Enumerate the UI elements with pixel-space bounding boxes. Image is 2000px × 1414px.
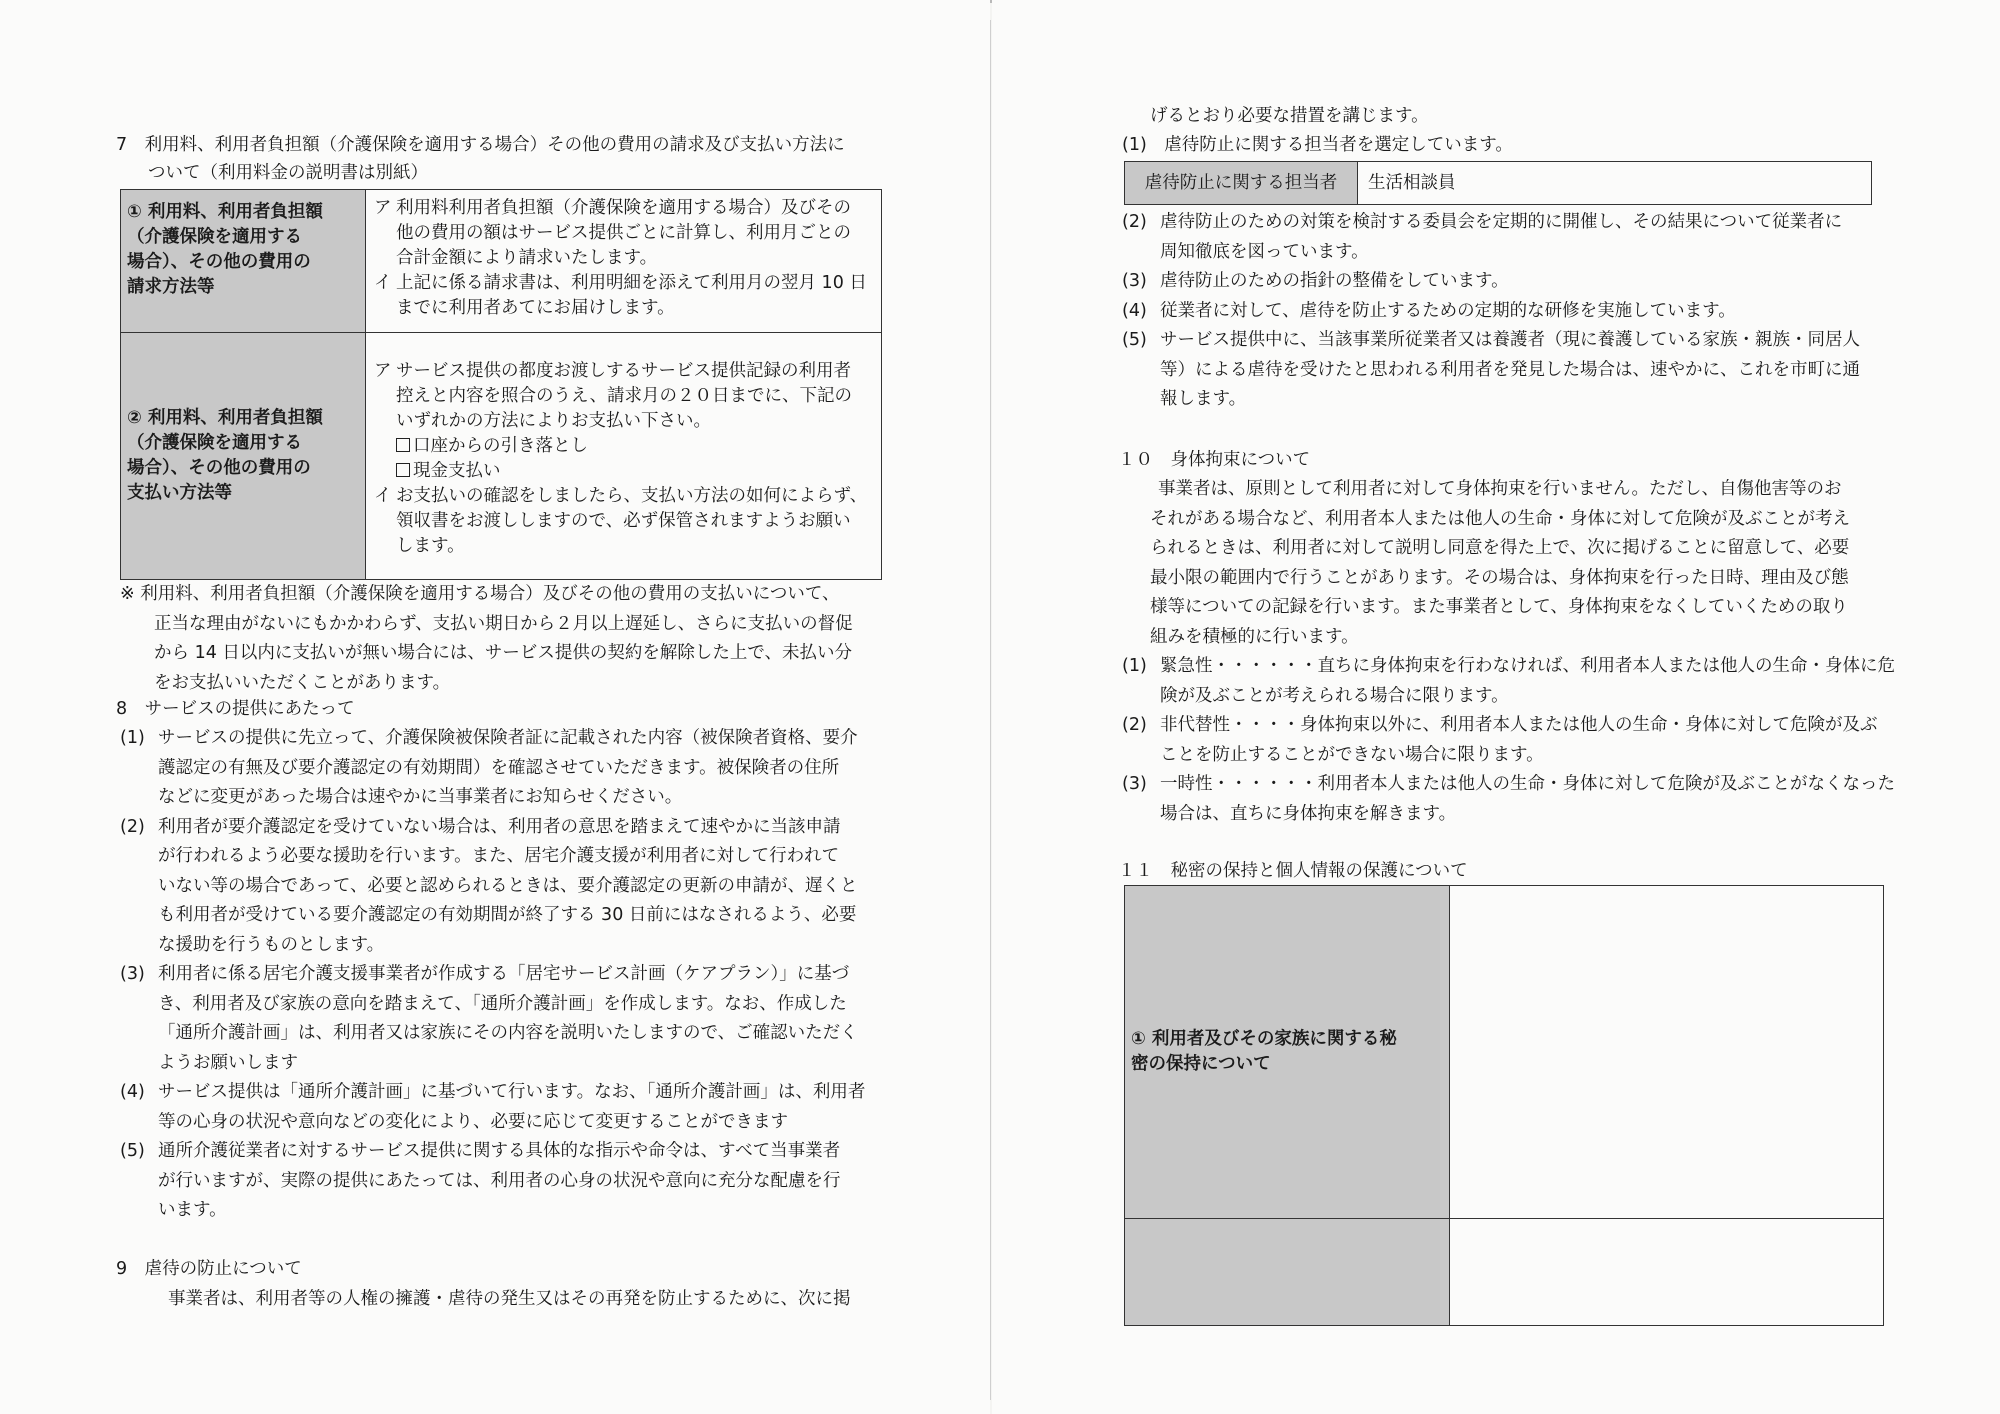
item-number: (5) — [120, 1141, 145, 1161]
section-11-title: １１ 秘密の保持と個人情報の保護について — [1118, 861, 1468, 881]
title-line: ② 利用料、利用者負担額 — [127, 408, 323, 428]
item-text — [1160, 326, 1860, 415]
paragraph-line: 最小限の範囲内で行うことがあります。その場合は、身体拘束を行った日時、理由及び態 — [1150, 567, 1849, 588]
item-line: が行いますが、実際の提供にあたっては、利用者の心身の状況や意向に充分な配慮を行 — [158, 1170, 841, 1191]
list-item — [374, 196, 873, 271]
section-10-title: １０ 身体拘束について — [1118, 450, 1311, 470]
section-10-paragraph — [1150, 475, 1850, 652]
item-line: が行われるよう必要な援助を行います。また、居宅介護支援が利用者に対して行われて — [158, 846, 840, 866]
officer-label: 虐待防止に関する担当者 — [1125, 162, 1358, 205]
item-number: (2) — [1122, 715, 1147, 735]
item-number: (1) — [120, 728, 145, 748]
item-line: サービス提供の都度お渡しするサービス提供記録の利用者 — [396, 361, 851, 381]
item-text — [396, 196, 873, 271]
title-line: ① 利用者及びその家族に関する秘 — [1131, 1029, 1397, 1049]
item-text — [1160, 770, 1895, 829]
item-line: します。 — [396, 536, 465, 556]
list-item — [1122, 297, 1860, 327]
item-line: ようお願いします — [158, 1052, 298, 1073]
item-number: (1) — [1122, 656, 1147, 676]
item-marker: ア — [374, 198, 392, 218]
confidentiality-row-header — [1125, 886, 1450, 1219]
payment-options — [374, 434, 873, 484]
privacy-row-body — [1450, 1219, 1884, 1326]
billing-row — [121, 190, 882, 333]
paragraph-line: 組みを積極的に行います。 — [1150, 626, 1359, 647]
item-number: (5) — [1122, 330, 1147, 350]
item-text — [158, 724, 865, 813]
item-line: 非代替性・・・・身体拘束以外に、利用者本人または他人の生命・身体に対して危険が及ぶ — [1160, 715, 1878, 735]
item-text — [396, 484, 873, 559]
item-line: も利用者が受けている要介護認定の有効期間が終了する 30 日前にはなされるよう、必要 — [158, 905, 857, 925]
list-item — [1122, 770, 1895, 829]
payment-row-header — [121, 333, 366, 580]
list-item — [374, 271, 873, 321]
item-line: いずれかの方法によりお支払い下さい。 — [396, 411, 711, 431]
item-text — [1160, 652, 1895, 711]
confidentiality-row-title — [1131, 1027, 1449, 1077]
payment-item-b — [374, 484, 873, 559]
item-line: 緊急性・・・・・・直ちに身体拘束を行わなければ、利用者本人または他人の生命・身体に危 — [1160, 656, 1895, 676]
list-item — [120, 1137, 865, 1226]
item-line: 「通所介護計画」は、利用者又は家族にその内容を説明いたしますので、ご確認いただく — [158, 1023, 858, 1043]
title-line: 場合）、その他の費用の — [127, 458, 311, 478]
option-cash: 現金支払い — [396, 459, 873, 484]
item-text — [158, 960, 865, 1078]
left-page — [0, 0, 990, 1414]
privacy-row — [1125, 1219, 1884, 1326]
item-line: な援助を行うものとします。 — [158, 934, 385, 955]
payment-row — [121, 333, 882, 580]
item-line: サービス提供は「通所介護計画」に基づいて行います。なお、「通所介護計画」は、利用者 — [158, 1082, 866, 1102]
item-line: 虐待防止のための対策を検討する委員会を定期的に開催し、その結果について従業者に — [1160, 212, 1843, 232]
section-9-title: 9 虐待の防止について — [116, 1259, 302, 1279]
title-line: 請求方法等 — [127, 277, 215, 297]
officer-value: 生活相談員 — [1358, 162, 1872, 205]
list-item — [120, 724, 865, 813]
item-line: 利用者に係る居宅介護支援事業者が作成する「居宅サービス計画（ケアプラン）」に基づ — [158, 964, 850, 984]
title-line: （介護保険を適用する — [127, 227, 302, 247]
item-line: 控えと内容を照合のうえ、請求月の２０日までに、下記の — [396, 386, 853, 406]
item-line: 険が及ぶことが考えられる場合に限ります。 — [1160, 685, 1509, 706]
item-line: 等）による虐待を受けたと思われる利用者を発見した場合は、速やかに、これを市町に通 — [1160, 359, 1860, 380]
item-line: 通所介護従業者に対するサービス提供に関する具体的な指示や命令は、すべて当事業者 — [158, 1141, 841, 1161]
item-line: き、利用者及び家族の意向を踏まえて、「通所介護計画」を作成します。なお、作成した — [158, 993, 847, 1014]
item-text — [1160, 297, 1860, 327]
abuse-prevention-officer-table — [1124, 161, 1872, 205]
item-line: 領収書をお渡ししますので、必ず保管されますようお願い — [396, 511, 851, 531]
item-line: などに変更があった場合は速やかに当事業者にお知らせください。 — [158, 787, 683, 807]
item-line: 利用料利用者負担額（介護保険を適用する場合）及びその — [396, 198, 851, 218]
title-line: 密の保持について — [1131, 1054, 1271, 1074]
right-page — [992, 0, 2000, 1414]
billing-row-body — [366, 190, 882, 333]
item-marker: イ — [374, 486, 392, 506]
checkbox-icon — [396, 438, 410, 452]
item-line: いない等の場合であって、必要と認められるときは、要介護認定の更新の申請が、遅くと — [158, 875, 858, 896]
item-text — [1160, 267, 1860, 297]
item-number: (2) — [120, 816, 145, 837]
item-line: サービス提供中に、当該事業所従業者又は養護者（現に養護している家族・親族・同居人 — [1160, 330, 1860, 350]
checkbox-icon — [396, 463, 410, 477]
paragraph-line: られるときは、利用者に対して説明し同意を得た上で、次に掲げることに留意して、必要 — [1150, 538, 1850, 558]
confidentiality-row-body — [1450, 886, 1884, 1219]
payment-item-a — [374, 359, 873, 434]
item-line: までに利用者あてにお届けします。 — [396, 298, 675, 318]
section-8-list — [120, 724, 865, 1226]
section-7-title-line-2: ついて（利用料金の説明書は別紙） — [148, 163, 428, 183]
item-number: (3) — [1122, 774, 1147, 794]
list-item — [120, 813, 865, 961]
paragraph-line: それがある場合など、利用者本人または他人の生命・身体に対して危険が及ぶことが考え — [1150, 508, 1850, 529]
billing-row-header — [121, 190, 366, 333]
section-10-list — [1122, 652, 1895, 829]
section-8-title: 8 サービスの提供にあたって — [116, 699, 355, 719]
item-line: 虐待防止のための指針の整備をしています。 — [1160, 271, 1509, 291]
paragraph-line: 事業者は、原則として利用者に対して身体拘束を行いません。ただし、自傷他害等のお — [1158, 479, 1842, 499]
item-line: サービスの提供に先立って、介護保険被保険者証に記載された内容（被保険者資格、要介 — [158, 728, 858, 748]
list-item — [1122, 208, 1860, 267]
item-line: 等の心身の状況や意向などの変化により、必要に応じて変更することができます — [158, 1111, 788, 1132]
item-text — [1160, 208, 1860, 267]
item-line: 場合は、直ちに身体拘束を解きます。 — [1160, 803, 1457, 824]
title-line: 支払い方法等 — [127, 483, 232, 503]
item-line: 上記に係る請求書は、利用明細を添えて利用月の翌月 10 日 — [396, 273, 867, 293]
title-line: ① 利用料、利用者負担額 — [127, 202, 323, 222]
item-text — [158, 813, 865, 961]
item-marker: イ — [374, 273, 392, 293]
item-line: 他の費用の額はサービス提供ごとに計算し、利用月ごとの — [396, 223, 851, 243]
section-9-intro: 事業者は、利用者等の人権の擁護・虐待の発生又はその再発を防止するために、次に掲 — [168, 1289, 851, 1309]
item-line: お支払いの確認をしましたら、支払い方法の如何によらず、 — [396, 486, 868, 506]
privacy-row-header — [1125, 1219, 1450, 1326]
item-line: 一時性・・・・・・利用者本人または他人の生命・身体に対して危険が及ぶことがなくなった — [1160, 774, 1895, 794]
item-number: (2) — [1122, 212, 1147, 232]
item-text — [158, 1137, 865, 1226]
item-text — [1160, 711, 1895, 770]
payment-row-title — [127, 406, 365, 506]
list-item — [1122, 267, 1860, 297]
billing-items — [374, 196, 873, 321]
title-line: 場合）、その他の費用の — [127, 252, 311, 272]
list-item — [374, 484, 873, 559]
list-item — [120, 1078, 865, 1137]
section-9-item-1: (1) 虐待防止に関する担当者を選定しています。 — [1122, 135, 1513, 155]
list-item — [374, 359, 873, 434]
item-number: (4) — [120, 1082, 145, 1102]
item-line: 護認定の有無及び要介護認定の有効期間）を確認させていただきます。被保険者の住所 — [158, 757, 840, 778]
item-line: 周知徹底を図っています。 — [1160, 241, 1369, 262]
list-item — [120, 960, 865, 1078]
item-line: 従業者に対して、虐待を防止するための定期的な研修を実施しています。 — [1160, 300, 1736, 321]
confidentiality-table — [1124, 885, 1884, 1326]
page-fold — [990, 20, 991, 1400]
item-line: 利用者が要介護認定を受けていない場合は、利用者の意思を踏まえて速やかに当該申請 — [158, 816, 841, 837]
item-number: (4) — [1122, 300, 1147, 321]
paragraph-line: 様等についての記録を行います。また事業者として、身体拘束をなくしていくための取り — [1150, 597, 1848, 617]
item-text — [158, 1078, 865, 1137]
section-7-title-line-1: 7 利用料、利用者負担額（介護保険を適用する場合）その他の費用の請求及び支払い方法に — [116, 135, 845, 155]
billing-payment-table — [120, 189, 882, 580]
payment-note: ※ 利用料、利用者負担額（介護保険を適用する場合）及びその他の費用の支払いについて、 正当な理由がないにもかかわらず、支払い期日から２月以上遅延し、さらに支払いの督促 から 14 日以内に支払いが無い場合には、サービス提供の契約を解除した上で、未払い分 をお支払いいただくことがあります。 — [120, 584, 853, 693]
option-bank-debit: 口座からの引き落とし — [396, 434, 873, 459]
item-text — [396, 271, 873, 321]
list-item — [1122, 326, 1860, 415]
section-9-list — [1122, 208, 1860, 415]
item-line: 報します。 — [1160, 389, 1247, 409]
item-text — [396, 359, 873, 434]
item-number: (3) — [1122, 271, 1147, 291]
item-line: ことを防止することができない場合に限ります。 — [1160, 744, 1544, 765]
item-line: います。 — [158, 1200, 227, 1220]
confidentiality-row — [1125, 886, 1884, 1219]
item-marker: ア — [374, 361, 392, 381]
billing-row-title — [127, 200, 365, 300]
section-9-continuation: げるとおり必要な措置を講じます。 — [1150, 106, 1429, 126]
item-line: 合計金額により請求いたします。 — [396, 248, 658, 268]
item-number: (3) — [120, 964, 145, 984]
payment-row-body — [366, 333, 882, 580]
list-item — [1122, 652, 1895, 711]
title-line: （介護保険を適用する — [127, 433, 302, 453]
list-item — [1122, 711, 1895, 770]
